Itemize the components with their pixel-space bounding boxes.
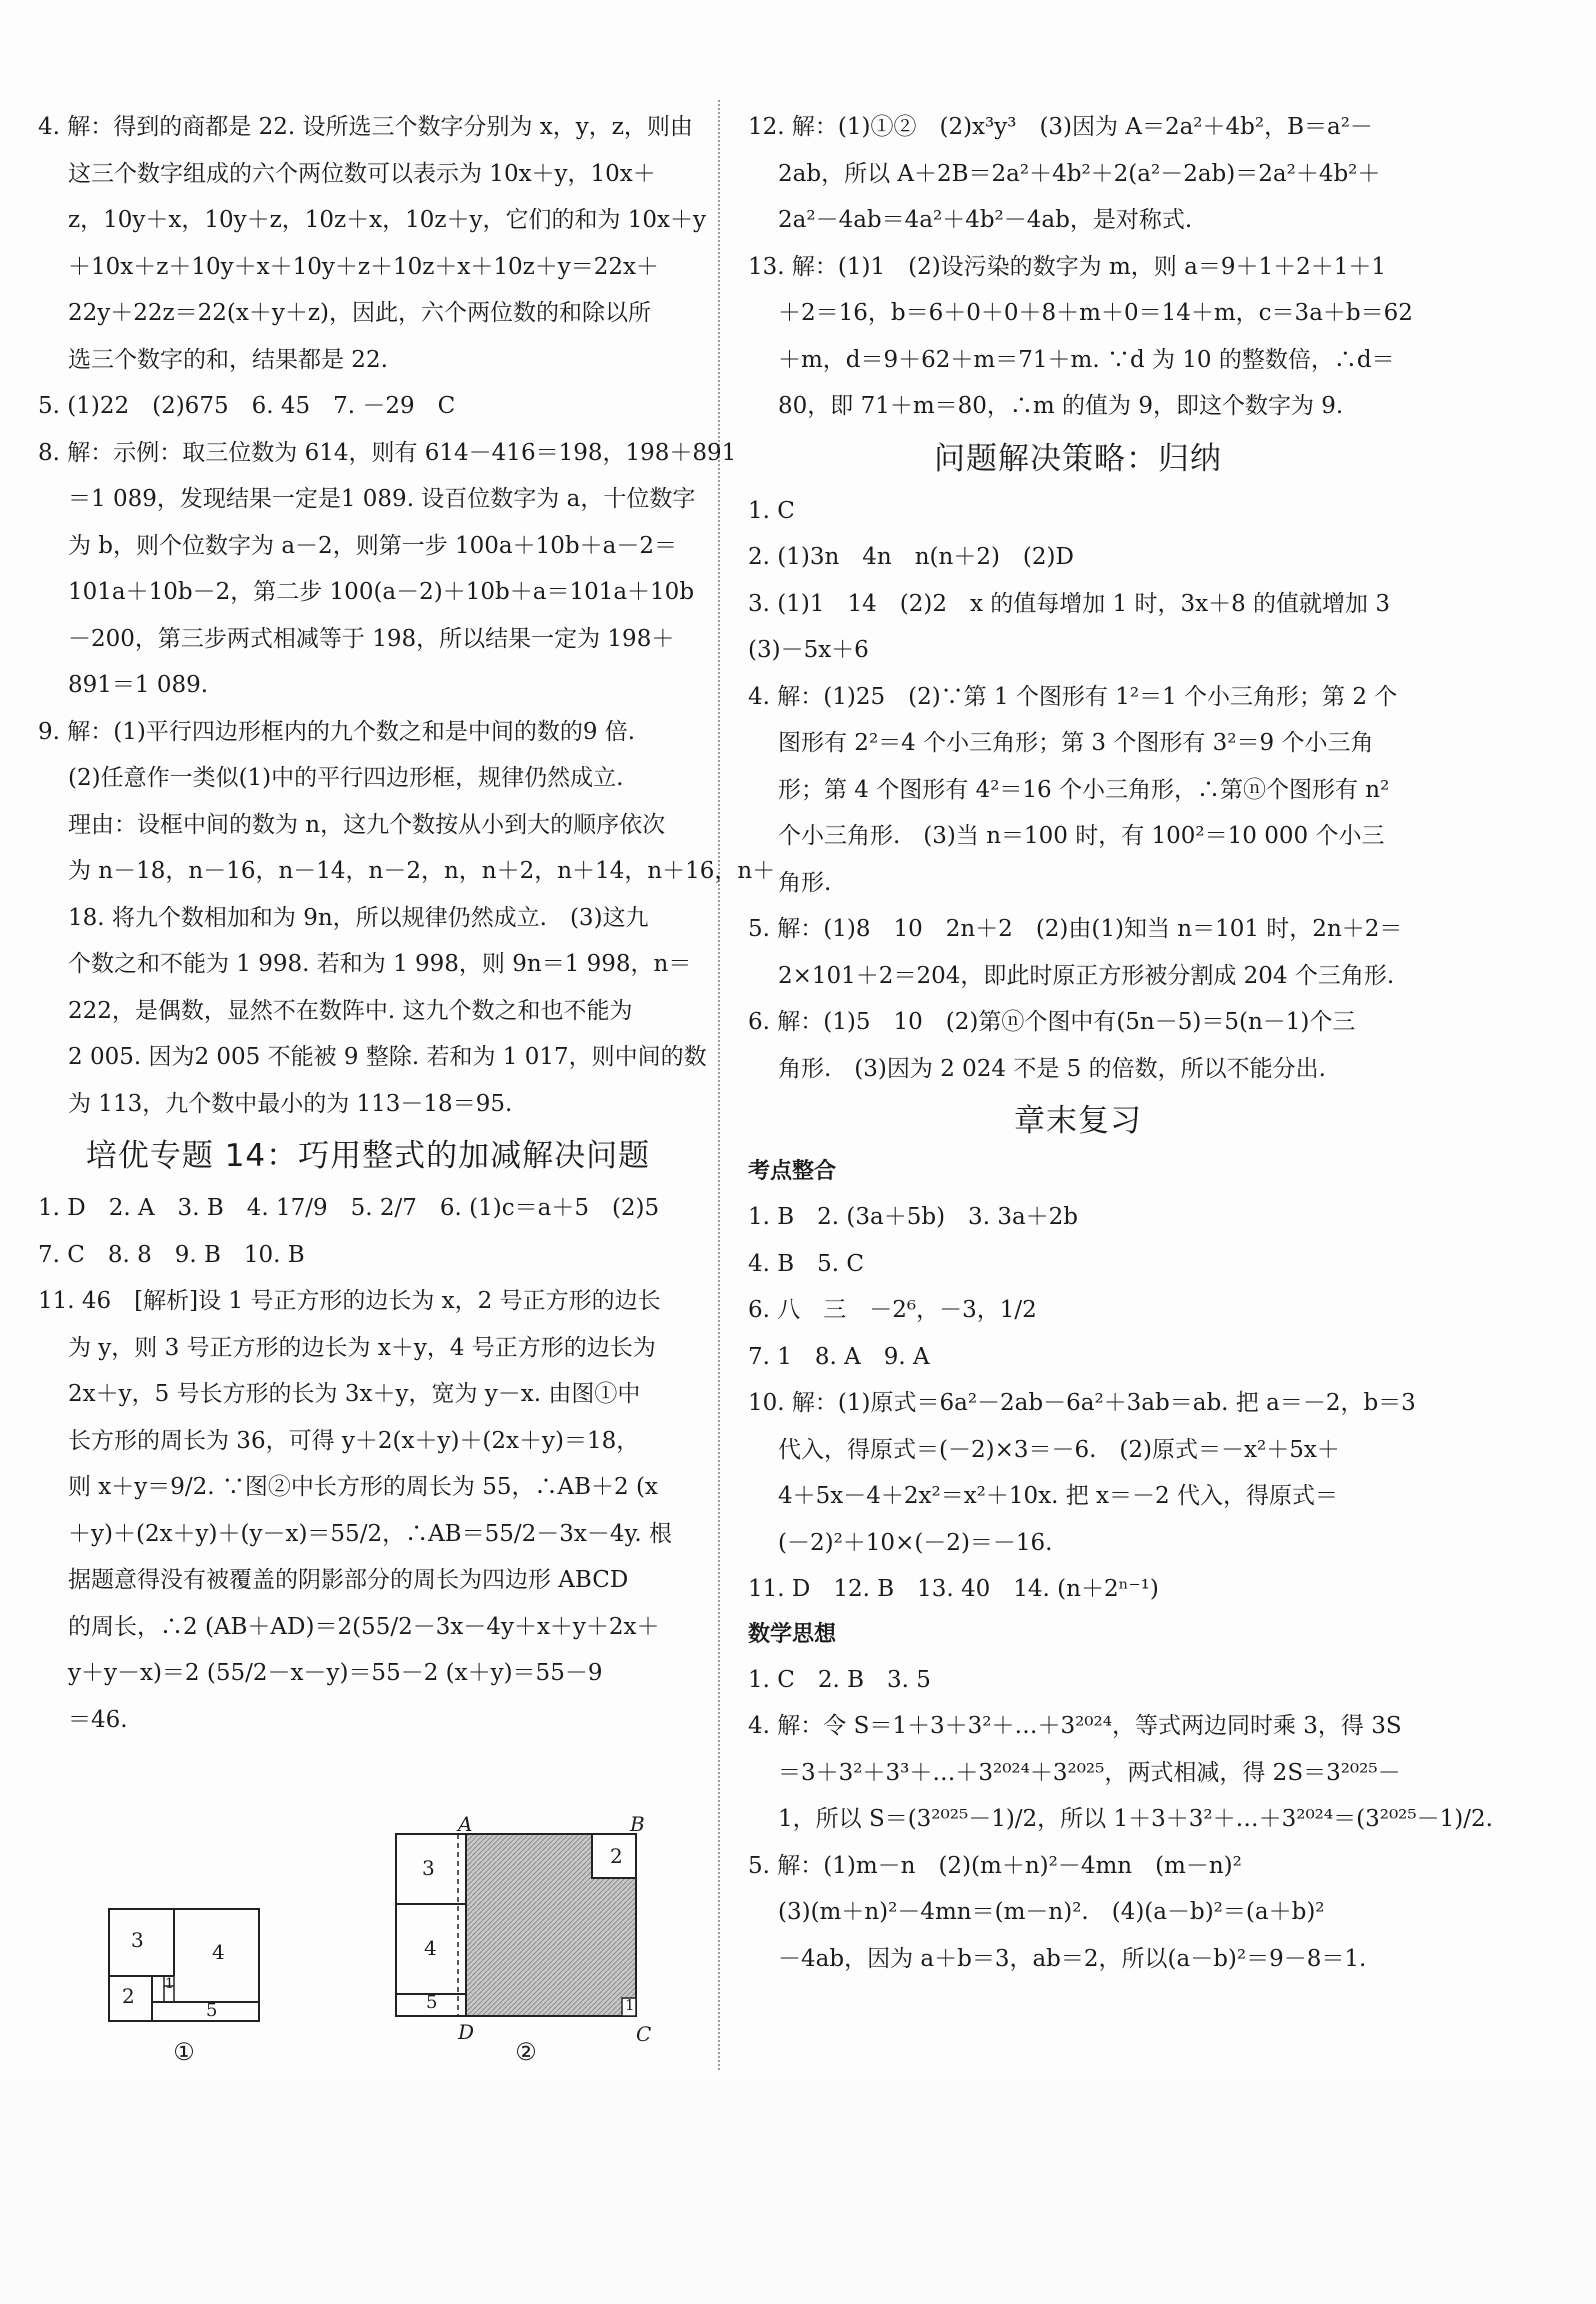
text-line: ＝46.: [68, 1706, 128, 1733]
right-answers-part2: [748, 488, 1408, 1093]
text-line: 4. 解：令 S＝1＋3＋3²＋…＋3²⁰²⁴，等式两边同时乘 3，得 3S: [748, 1713, 1402, 1739]
right-answers-part4: [748, 1657, 1493, 1983]
left-answers-part2: [38, 1185, 698, 1743]
text-line: 1. C 2. B 3. 5: [748, 1666, 931, 1693]
text-line: 4. 解：(1)25 (2)∵第 1 个图形有 1²＝1 个小三角形；第 2 个: [748, 683, 1398, 710]
text-line: 为 113，九个数中最小的为 113－18＝95.: [68, 1090, 513, 1117]
text-line: ＋m，d＝9＋62＋m＝71＋m. ∵d 为 10 的整数倍，∴d＝: [778, 346, 1395, 373]
text-line: 2a²－4ab＝4a²＋4b²－4ab，是对称式.: [778, 207, 1193, 233]
fig2-label-B: B: [630, 1812, 645, 1836]
text-line: 选三个数字的和，结果都是 22.: [68, 346, 388, 373]
text-line: 7. C 8. 8 9. B 10. B: [38, 1241, 305, 1268]
text-line: 2×101＋2＝204，即此时原正方形被分割成 204 个三角形.: [778, 962, 1395, 989]
text-line: 18. 将九个数相加和为 9n，所以规律仍然成立. (3)这九: [68, 904, 649, 931]
right-column: [748, 104, 1493, 1982]
text-line: 则 x＋y＝9/2. ∵图②中长方形的周长为 55，∴AB＋2 (x: [68, 1474, 658, 1500]
text-line: 6. 八 三 －2⁶，－3，1/2: [748, 1297, 1037, 1323]
text-line: 1. C: [748, 497, 795, 524]
text-line: z，10y＋x，10y＋z，10z＋x，10z＋y，它们的和为 10x＋y: [68, 207, 707, 233]
text-line: 1，所以 S＝(3²⁰²⁵－1)/2，所以 1＋3＋3²＋…＋3²⁰²⁴＝(3²⁰²⁵－1)/2.: [778, 1806, 1493, 1832]
figure-2: [392, 1812, 652, 2066]
text-line: 12. 解：(1)①② (2)x³y³ (3)因为 A＝2a²＋4b²，B＝a²－: [748, 114, 1373, 140]
text-line: 图形有 2²＝4 个小三角形；第 3 个图形有 3²＝9 个小三角: [778, 730, 1374, 756]
fig2-label-3: 3: [422, 1856, 435, 1880]
text-line: ＋2＝16，b＝6＋0＋0＋8＋m＋0＝14＋m，c＝3a＋b＝62: [778, 300, 1413, 326]
text-line: 5. 解：(1)8 10 2n＋2 (2)由(1)知当 n＝101 时，2n＋2＝: [748, 916, 1403, 942]
subheading-shuxue: 数学思想: [748, 1621, 837, 1647]
section-heading-strategy: 问题解决策略：归纳: [934, 440, 1222, 477]
figure-1-caption: ①: [173, 2038, 195, 2066]
text-line: 5. (1)22 (2)675 6. 45 7. －29 C: [38, 393, 456, 419]
fig2-label-A: A: [458, 1812, 473, 1836]
page-bottom-margin: [0, 2080, 1596, 2304]
text-line: (－2)²＋10×(－2)＝－16.: [778, 1529, 1053, 1556]
text-line: 3. (1)1 14 (2)2 x 的值每增加 1 时，3x＋8 的值就增加 3: [748, 590, 1390, 617]
text-line: 1. B 2. (3a＋5b) 3. 3a＋2b: [748, 1204, 1079, 1230]
text-line: －4ab，因为 a＋b＝3，ab＝2，所以(a－b)²＝9－8＝1.: [778, 1945, 1367, 1972]
text-line: 理由：设框中间的数为 n，这九个数按从小到大的顺序依次: [68, 811, 666, 838]
text-line: 8. 解：示例：取三位数为 614，则有 614－416＝198，198＋891: [38, 439, 737, 466]
text-line: 角形. (3)因为 2 024 不是 5 的倍数，所以不能分出.: [778, 1055, 1326, 1082]
text-line: 891＝1 089.: [68, 672, 209, 698]
fig1-label-2: 2: [122, 1984, 135, 2008]
text-line: 80，即 71＋m＝80，∴m 的值为 9，即这个数字为 9.: [778, 393, 1344, 419]
text-line: 4. B 5. C: [748, 1250, 865, 1277]
text-line: 2ab，所以 A＋2B＝2a²＋4b²＋2(a²－2ab)＝2a²＋4b²＋: [778, 160, 1381, 187]
text-line: 22y＋22z＝22(x＋y＋z)，因此，六个两位数的和除以所: [68, 300, 651, 326]
fig2-label-2: 2: [610, 1844, 623, 1868]
text-line: 的周长，∴2 (AB＋AD)＝2(55/2－3x－4y＋x＋y＋2x＋: [68, 1613, 660, 1640]
text-line: ＝3＋3²＋3³＋…＋3²⁰²⁴＋3²⁰²⁵，两式相减，得 2S＝3²⁰²⁵－: [778, 1759, 1401, 1786]
text-line: 11. D 12. B 13. 40 14. (n＋2ⁿ⁻¹): [748, 1576, 1159, 1602]
text-line: 这三个数字组成的六个两位数可以表示为 10x＋y，10x＋: [68, 160, 656, 187]
fig2-label-C: C: [636, 2022, 652, 2046]
text-line: 据题意得没有被覆盖的阴影部分的周长为四边形 ABCD: [68, 1567, 629, 1593]
text-line: 为 y，则 3 号正方形的边长为 x＋y，4 号正方形的边长为: [68, 1334, 656, 1361]
text-line: 5. 解：(1)m－n (2)(m＋n)²－4mn (m－n)²: [748, 1852, 1242, 1879]
text-line: 11. 46 [解析]设 1 号正方形的边长为 x，2 号正方形的边长: [38, 1288, 661, 1314]
fig1-label-3: 3: [131, 1928, 144, 1952]
text-line: 9. 解：(1)平行四边形框内的九个数之和是中间的数的9 倍.: [38, 718, 636, 745]
text-line: 个数之和不能为 1 998. 若和为 1 998，则 9n＝1 998，n＝: [68, 951, 692, 977]
text-line: 形；第 4 个图形有 4²＝16 个小三角形，∴第ⓝ个图形有 n²: [778, 776, 1390, 803]
text-line: 长方形的周长为 36，可得 y＋2(x＋y)＋(2x＋y)＝18，: [68, 1427, 640, 1454]
text-line: 101a＋10b－2，第二步 100(a－2)＋10b＋a＝101a＋10b: [68, 579, 695, 605]
left-column: [38, 104, 776, 1743]
text-line: 角形.: [778, 869, 832, 896]
text-line: y＋y－x)＝2 (55/2－x－y)＝55－2 (x＋y)＝55－9: [68, 1660, 603, 1686]
text-line: 222，是偶数，显然不在数阵中. 这九个数之和也不能为: [68, 997, 633, 1024]
right-answers-part3: [748, 1194, 1416, 1613]
fig2-label-D: D: [458, 2020, 475, 2044]
figure-2-caption: ②: [515, 2038, 537, 2066]
text-line: 个小三角形. (3)当 n＝100 时，有 100²＝10 000 个小三: [778, 823, 1385, 849]
text-line: 4. 解：得到的商都是 22. 设所选三个数字分别为 x，y，z，则由: [38, 114, 693, 140]
text-line: 13. 解：(1)1 (2)设污染的数字为 m，则 a＝9＋1＋2＋1＋1: [748, 253, 1386, 280]
text-line: 为 b，则个位数字为 a－2，则第一步 100a＋10b＋a－2＝: [68, 532, 677, 559]
text-line: 6. 解：(1)5 10 (2)第ⓝ个图中有(5n－5)＝5(n－1)个三: [748, 1009, 1356, 1035]
text-line: (3)(m＋n)²－4mn＝(m－n)². (4)(a－b)²＝(a＋b)²: [778, 1899, 1325, 1925]
text-line: 2 005. 因为2 005 不能被 9 整除. 若和为 1 017，则中间的数: [68, 1044, 707, 1070]
text-line: 代入，得原式＝(－2)×3＝－6. (2)原式＝－x²＋5x＋: [778, 1436, 1340, 1463]
fig1-label-1: 1: [165, 1976, 174, 1992]
subheading-kaodian: 考点整合: [748, 1159, 837, 1184]
column-divider: [718, 100, 720, 2070]
text-line: 10. 解：(1)原式＝6a²－2ab－6a²＋3ab＝ab. 把 a＝－2，b＝3: [748, 1390, 1416, 1416]
fig1-label-4: 4: [212, 1940, 225, 1964]
text-line: 2x＋y，5 号长方形的长为 3x＋y，宽为 y－x. 由图①中: [68, 1381, 641, 1407]
text-line: ＋y)＋(2x＋y)＋(y－x)＝55/2，∴AB＝55/2－3x－4y. 根: [68, 1520, 673, 1547]
fig1-label-5: 5: [206, 2000, 218, 2021]
text-line: 1. D 2. A 3. B 4. 17/9 5. 2/7 6. (1)c＝a＋5 (2)5: [38, 1195, 660, 1221]
figure-1: [108, 1908, 260, 2066]
section-heading-peiyou-14: 培优专题 14：巧用整式的加减解决问题: [85, 1138, 651, 1174]
right-answers-part1: [748, 104, 1413, 430]
fig2-label-1: 1: [625, 1996, 635, 2014]
fig2-label-4: 4: [424, 1936, 437, 1960]
text-line: －200，第三步两式相减等于 198，所以结果一定为 198＋: [68, 625, 675, 652]
text-line: ＋10x＋z＋10y＋x＋10y＋z＋10z＋x＋10z＋y＝22x＋: [68, 253, 659, 280]
text-line: 4＋5x－4＋2x²＝x²＋10x. 把 x＝－2 代入，得原式＝: [778, 1483, 1338, 1509]
text-line: (2)任意作一类似(1)中的平行四边形框，规律仍然成立.: [68, 765, 624, 791]
text-line: (3)－5x＋6: [748, 637, 869, 663]
text-line: 为 n－18，n－16，n－14，n－2，n，n＋2，n＋14，n＋16，n＋: [68, 858, 776, 884]
text-line: 7. 1 8. A 9. A: [748, 1343, 930, 1370]
text-line: 2. (1)3n 4n n(n＋2) (2)D: [748, 544, 1074, 570]
section-heading-review: 章末复习: [1014, 1103, 1142, 1139]
fig2-label-5: 5: [426, 1992, 438, 2013]
text-line: ＝1 089，发现结果一定是1 089. 设百位数字为 a，十位数字: [68, 486, 696, 512]
